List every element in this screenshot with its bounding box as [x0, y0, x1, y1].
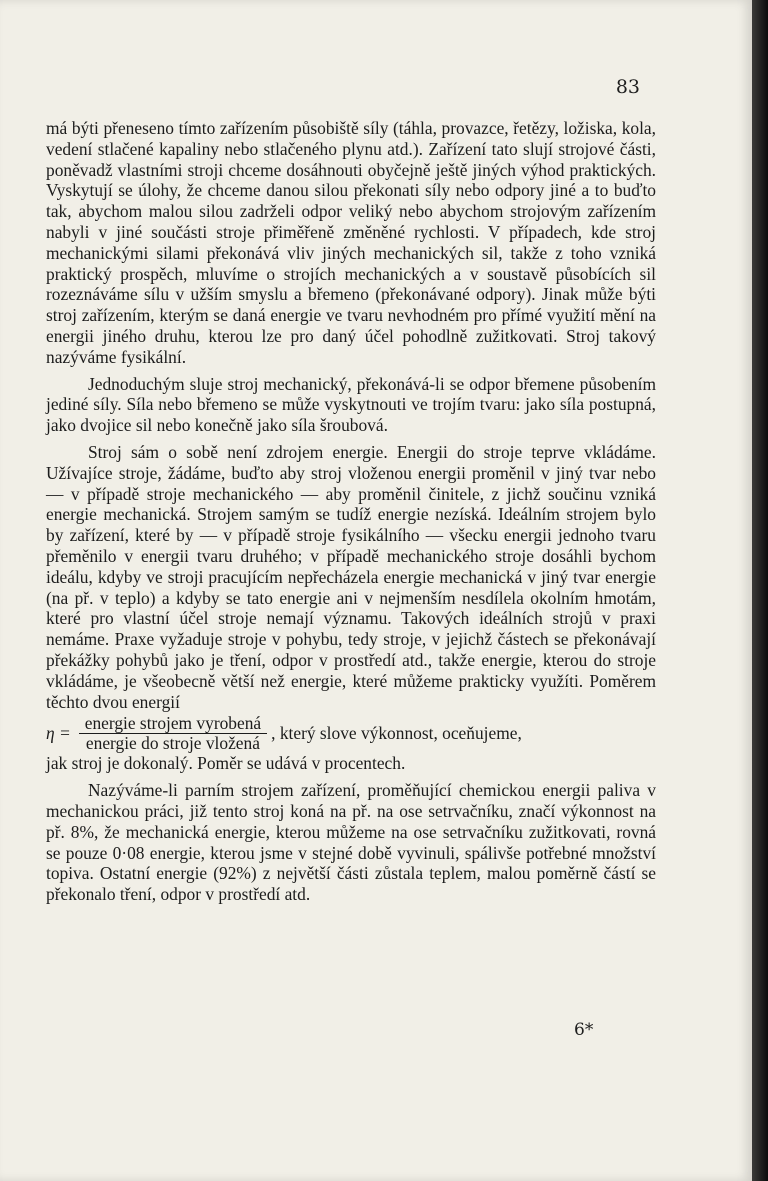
paragraph-3: Stroj sám o sobě není zdrojem energie. Energii do stroje teprve vkládáme. Užívajíce stroje, žádáme, buďto aby stroj vloženou energii proměnil v jiný tvar nebo — v případě stroje mechanického — aby proměnil činitele, z jichž součinu vzniká energie mechanická. Strojem samým se tudíž energie nezíská. Ideálním strojem bylo by zařízení, které by — v případě stroje fysikálního — všecku energii jednoho tvaru přeměnilo v energii tvaru druhého; v případě mechanického stroje dosáhli bychom ideálu, kdyby ve stroji pracujícím nepřecházela energie mechanická v jiný tvar energie (na př. v teplo) a kdyby se tato energie ani v nejmenším nesdílela okolním hmotám, které pro vlastní účel stroje nemají významu. Takových ideálních strojů v praxi nemáme. Praxe vyžaduje stroje v pohybu, tedy stroje, v jejichž částech se překonávají překážky pohybů jako je tření, odpor v prostředí atd., takže energie, kterou do stroje vkládáme, je všeobecně větší než energie, které můžeme prakticky využíti. Poměrem těchto dvou energií: [46, 441, 656, 712]
formula-numerator: energie strojem vyrobená: [79, 714, 267, 734]
signature-mark: 6*: [574, 1020, 594, 1040]
paragraph-2: Jednoduchým sluje stroj mechanický, překonává-li se odpor břemene působením jediné síly. Síla nebo břemeno se může vyskytnouti ve trojím tvaru: jako síla postupná, jako dvojice sil nebo konečně jako síla šroubová.: [46, 373, 656, 436]
formula-fraction: [79, 714, 267, 753]
formula-symbol: η =: [46, 723, 71, 744]
paragraph-5: Nazýváme-li parním strojem zařízení, proměňující chemickou energii paliva v mechanickou práci, již tento stroj koná na př. na ose setrvačníku, značí výkonnost na př. 8%, že mechanická energie, kterou můžeme na ose setrvačníku zužitkovati, rovná se pouze 0·08 energie, kterou jsme v stejné době vyvinuli, spálivše potřebné množství topiva. Ostatní energie (92%) z největší části zůstala teplem, malou poměrně částí se překonalo tření, odpor v prostředí atd.: [46, 780, 656, 905]
paragraph-1: má býti přeneseno tímto zařízením působiště síly (táhla, provazce, řetězy, ložiska, kola, vedení stlačené kapaliny nebo stlačeného plynu atd.). Zařízení tato slují strojové části, poněvadž vlastními stroji chceme dosáhnouti obyčejně ještě jiných výhod praktických. Vyskytují se úlohy, že chceme danou silou překonati síly nebo odpory jiné a to buďto tak, abychom malou silou zadrželi odpor veliký nebo abychom strojovým zařízením nabyli v jiné součásti stroje přiměřeně změněné rychlosti. V případech, kde stroj mechanickými silami překonává vliv jiných mechanických sil, takže z toho vzniká praktický prospěch, mluvíme o strojích mechanických a v soustavě působících sil rozeznáváme sílu v užším smyslu a břemeno (překonávané odpory). Jinak může býti stroj zařízením, kterým se daná energie ve tvaru nevhodném pro přímé využití mění na energii jiného druhu, kterou lze pro daný účel pohodlně zužitkovati. Stroj takový nazýváme fysikální.: [46, 118, 656, 367]
formula-denominator: energie do stroje vložená: [85, 733, 260, 754]
page-number: 83: [615, 76, 640, 98]
formula-suffix: , který slove výkonnost, oceňujeme,: [271, 723, 522, 744]
page-edge-shadow: [752, 0, 768, 1181]
efficiency-formula: [46, 714, 656, 753]
paragraph-4: jak stroj je dokonalý. Poměr se udává v procentech.: [46, 753, 406, 774]
body-text: [46, 118, 656, 905]
